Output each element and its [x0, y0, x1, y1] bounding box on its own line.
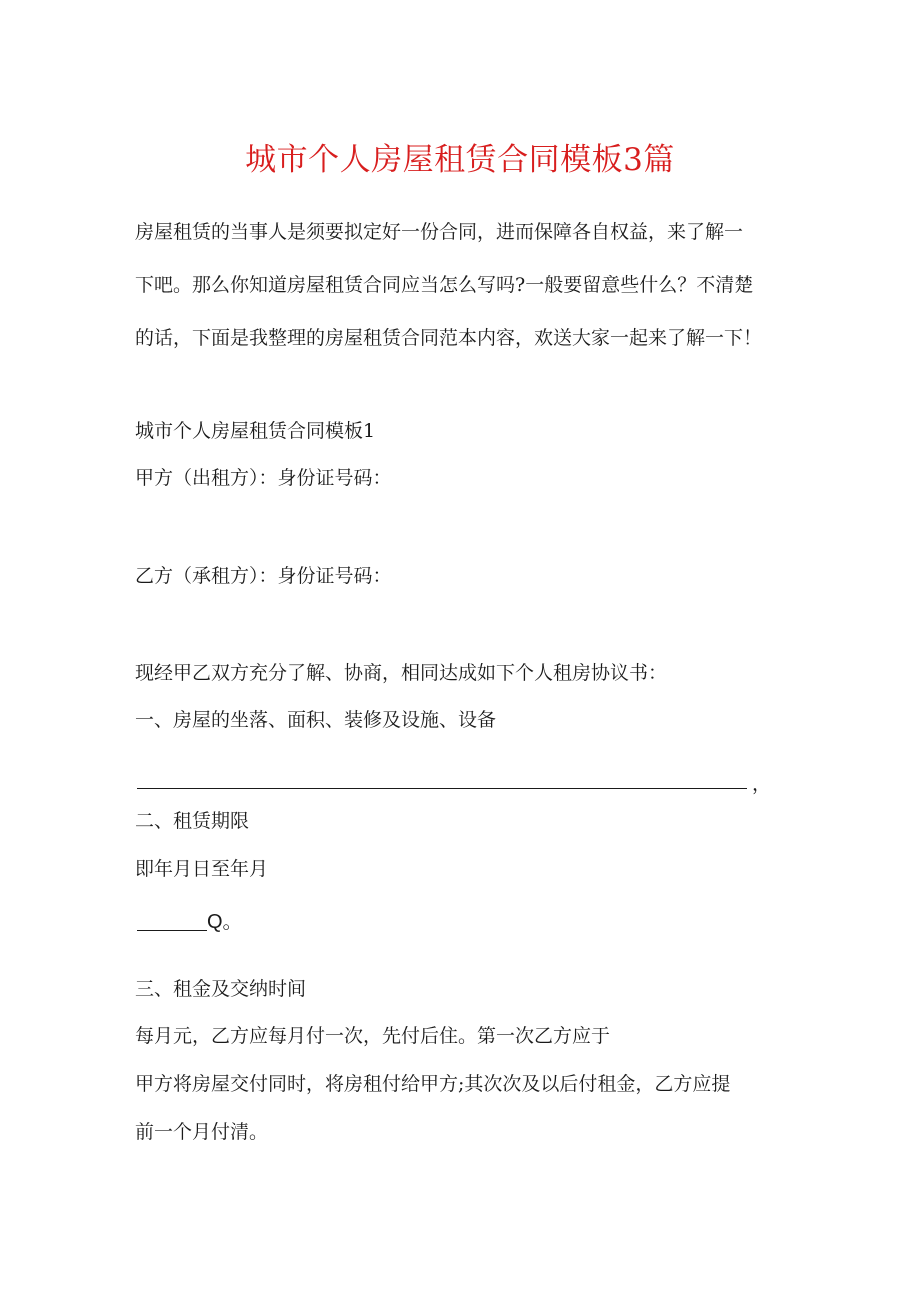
- clause-2-text: 即年月日至年月: [135, 858, 269, 880]
- clause-2-heading: 二、租赁期限: [135, 810, 250, 832]
- intro-line: 房屋租赁的当事人是须要拟定好一份合同，进而保障各自权益，来了解一: [135, 221, 744, 243]
- blank-suffix: ，: [752, 773, 772, 795]
- clause-3-line: 前一个月付清。: [135, 1121, 269, 1143]
- clause-3-line: 每月元，乙方应每月付一次，先付后住。第一次乙方应于: [135, 1025, 611, 1047]
- clause-3-line: 甲方将房屋交付同时，将房租付给甲方;其次次及以后付租金，乙方应提: [135, 1073, 731, 1095]
- fill-in-blank-short: [137, 930, 207, 931]
- agreement-intro: 现经甲乙双方充分了解、协商，相同达成如下个人租房协议书：: [135, 662, 668, 684]
- intro-paragraph: [135, 218, 785, 377]
- blank-suffix: Q。: [207, 911, 243, 933]
- party-a-line: 甲方（出租方）：身份证号码：: [135, 467, 392, 489]
- document-title: 城市个人房屋租赁合同模板3篇: [245, 142, 675, 178]
- intro-line: 下吧。那么你知道房屋租赁合同应当怎么写吗?一般要留意些什么？不清楚: [135, 274, 754, 296]
- clause-1-heading: 一、房屋的坐落、面积、装修及设施、设备: [135, 709, 497, 731]
- party-b-line: 乙方（承租方）：身份证号码：: [135, 565, 392, 587]
- clause-3-heading: 三、租金及交纳时间: [135, 978, 307, 1000]
- fill-in-blank-long: [137, 788, 747, 789]
- intro-line: 的话，下面是我整理的房屋租赁合同范本内容，欢送大家一起来了解一下！: [135, 327, 763, 349]
- section-title: 城市个人房屋租赁合同模板1: [135, 420, 376, 442]
